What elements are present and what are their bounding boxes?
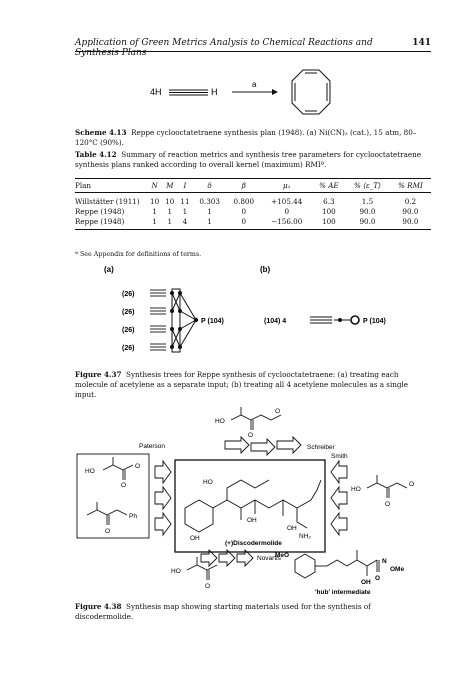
table-cell: 90.0 [390,217,431,230]
table-cell: 1 [167,207,173,216]
reaction-arrow [232,89,278,95]
running-header [75,38,431,58]
table-4-12-caption [75,150,431,170]
tree-b-bond [310,317,352,323]
top-ho-label: HO [215,418,225,425]
product-oh-label: OH [247,517,257,524]
col-header-m: M [162,179,177,193]
table-cell: 1 [152,207,157,216]
table-cell: 1 [162,217,177,230]
table-caption-text: Summary of reaction metrics and synthesis tree parameters for cyclooctatetraene synthesis plans ranked according to overall kernel (maximum) RMIª. [75,150,421,169]
novartis-starting-material [187,557,217,580]
tree-a-bonds [150,290,166,350]
left-o-label-3: O [105,528,111,535]
tree-a-input-label: (26) [122,345,135,352]
hub-ome-label: OMe [390,566,405,573]
tree-b-input-node [338,318,342,322]
table-cell: 10 [165,197,175,206]
hub-o-label: O [375,575,381,582]
product-oh-label-2: OH [287,525,297,532]
tree-b-input-label: (104) 4 [264,318,287,325]
tree-a-input-label: (26) [122,327,135,334]
top-o-label-2: O [275,408,281,415]
hub-n-label: N [382,558,387,565]
right-o-label: O [385,501,391,508]
right-ho-label: HO [351,486,361,493]
novartis-arrows [201,550,253,566]
cyclooctatetraene-structure [292,70,330,114]
table-cell: 1 [193,217,227,230]
table-cell: 1.5 [361,197,374,206]
figure-4-38-caption-label: Figure 4.38 [75,602,122,611]
product-nh2-label: NH₂ [299,533,311,540]
hub-meo-label: MeO [275,552,290,559]
metrics-table [75,178,431,230]
triple-bond [169,90,208,95]
table-cell: 1 [182,207,188,216]
paterson-arrows [155,461,171,535]
col-header-ae: % AE [313,179,345,193]
table-cell: +105.44 [271,197,303,206]
scheme-4-13-caption [75,128,431,148]
table-cell: Reppe (1948) [75,217,147,230]
left-o-label: O [121,482,127,489]
top-o-label: O [248,432,254,439]
tree-b-product-label: P (104) [363,318,386,325]
table-cell: 1 [207,207,212,216]
table-cell: 0.800 [233,197,255,206]
schreiber-arrows [225,437,301,455]
col-header-rmi: % RMI [390,179,431,193]
tree-a-product-label: P (104) [201,318,224,325]
tree-a-input-label: (26) [122,309,135,316]
col-header-n: N [147,179,162,193]
table-cell: Reppe (1948) [75,207,125,216]
table-cell: 6.3 [323,197,335,206]
col-header-eps: % ⟨ε_T⟩ [345,179,390,193]
smith-starting-material [367,475,407,498]
col-header-plan: Plan [75,179,147,193]
scheme-arrow-label: a [252,80,257,89]
scheme-reactant-end: H [211,87,218,97]
header-rule [75,51,431,52]
table-caption-label: Table 4.12 [75,150,117,159]
table-cell: 0 [227,217,261,230]
tree-a-branches [172,289,196,352]
col-header-beta: β [227,179,261,193]
col-header-delta: δ [193,179,227,193]
smith-arrows [331,461,347,535]
page-number: 141 [412,38,431,48]
table-cell: 90.0 [359,207,376,216]
schreiber-starting-material [231,407,281,430]
table-cell: 100 [313,217,345,230]
table-row [75,217,431,230]
figure-4-38-caption-text: Synthesis map showing starting materials used for the synthesis of discodermolide. [75,602,371,621]
table-cell: 0.303 [199,197,220,206]
table-row [75,193,431,207]
table-row [75,207,431,217]
table-footnote: ª See Appendix for definitions of terms. [75,251,202,258]
scheme-4-13-drawing [150,62,350,124]
left-ph-label: Ph [129,513,137,520]
schreiber-label: Schreiber [307,444,335,451]
figure-4-37-caption-label: Figure 4.37 [75,370,122,379]
table-cell: Willstätter (1911) [75,197,140,206]
left-ho-label: HO [85,468,95,475]
running-header-title: Application of Green Metrics Analysis to Chemical Reactions and Synthesis Plans [75,38,373,58]
tree-b-product-node [351,316,359,324]
hub-oh-label: OH [361,579,371,586]
table-cell: −156.00 [261,217,313,230]
paterson-label: Paterson [139,443,166,450]
col-header-mu1: μ₁ [261,179,313,193]
table-cell: 90.0 [345,217,390,230]
table-cell: 100 [322,207,336,216]
table-cell: 11 [180,197,190,206]
product-oh-label-3: OH [190,535,200,542]
hub-intermediate-label: 'hub' intermediate [315,589,371,596]
table-cell: 90.0 [402,207,419,216]
figure-4-38-drawing [75,400,431,596]
table-header-row [75,179,431,193]
bottom-ho-label: HO [171,568,181,575]
product-name-label: (+)Discodermolide [225,540,282,547]
figure-4-37-drawing [100,262,410,364]
smith-label: Smith [331,453,348,460]
figure-4-37-caption [75,370,431,400]
paterson-starting-material-2 [87,502,127,525]
table-cell: 0 [241,207,247,216]
figure-4-38-caption [75,602,431,622]
table-cell: 0 [284,207,290,216]
left-o-label-2: O [135,463,141,470]
table-cell: 1 [147,217,162,230]
table-cell: 0.2 [404,197,417,206]
scheme-reactant-label: 4H [150,87,162,97]
col-header-i: I [177,179,192,193]
right-o-label-2: O [409,481,415,488]
figure-4-37-caption-text: Synthesis trees for Reppe synthesis of cyclooctatetraene: (a) treating each molecule of acetylene as a separate input; (b) treating all 4 acetylene molecules as a single input. [75,370,409,399]
panel-b-label: (b) [260,265,271,274]
table-cell: 10 [150,197,160,206]
scheme-caption-text: Reppe cyclooctatetraene synthesis plan (1948). (a) Ni(CN)₂ (cat.), 15 atm, 80–120°C (90%). [75,128,417,147]
scheme-caption-label: Scheme 4.13 [75,128,127,137]
table-cell: 4 [177,217,192,230]
hub-intermediate-structure [295,550,379,578]
panel-a-label: (a) [104,265,114,274]
novartis-label: Novartis [257,555,281,562]
product-ho-label: HO [203,479,213,486]
tree-a-input-label: (26) [122,291,135,298]
bottom-o-label: O [205,583,211,590]
